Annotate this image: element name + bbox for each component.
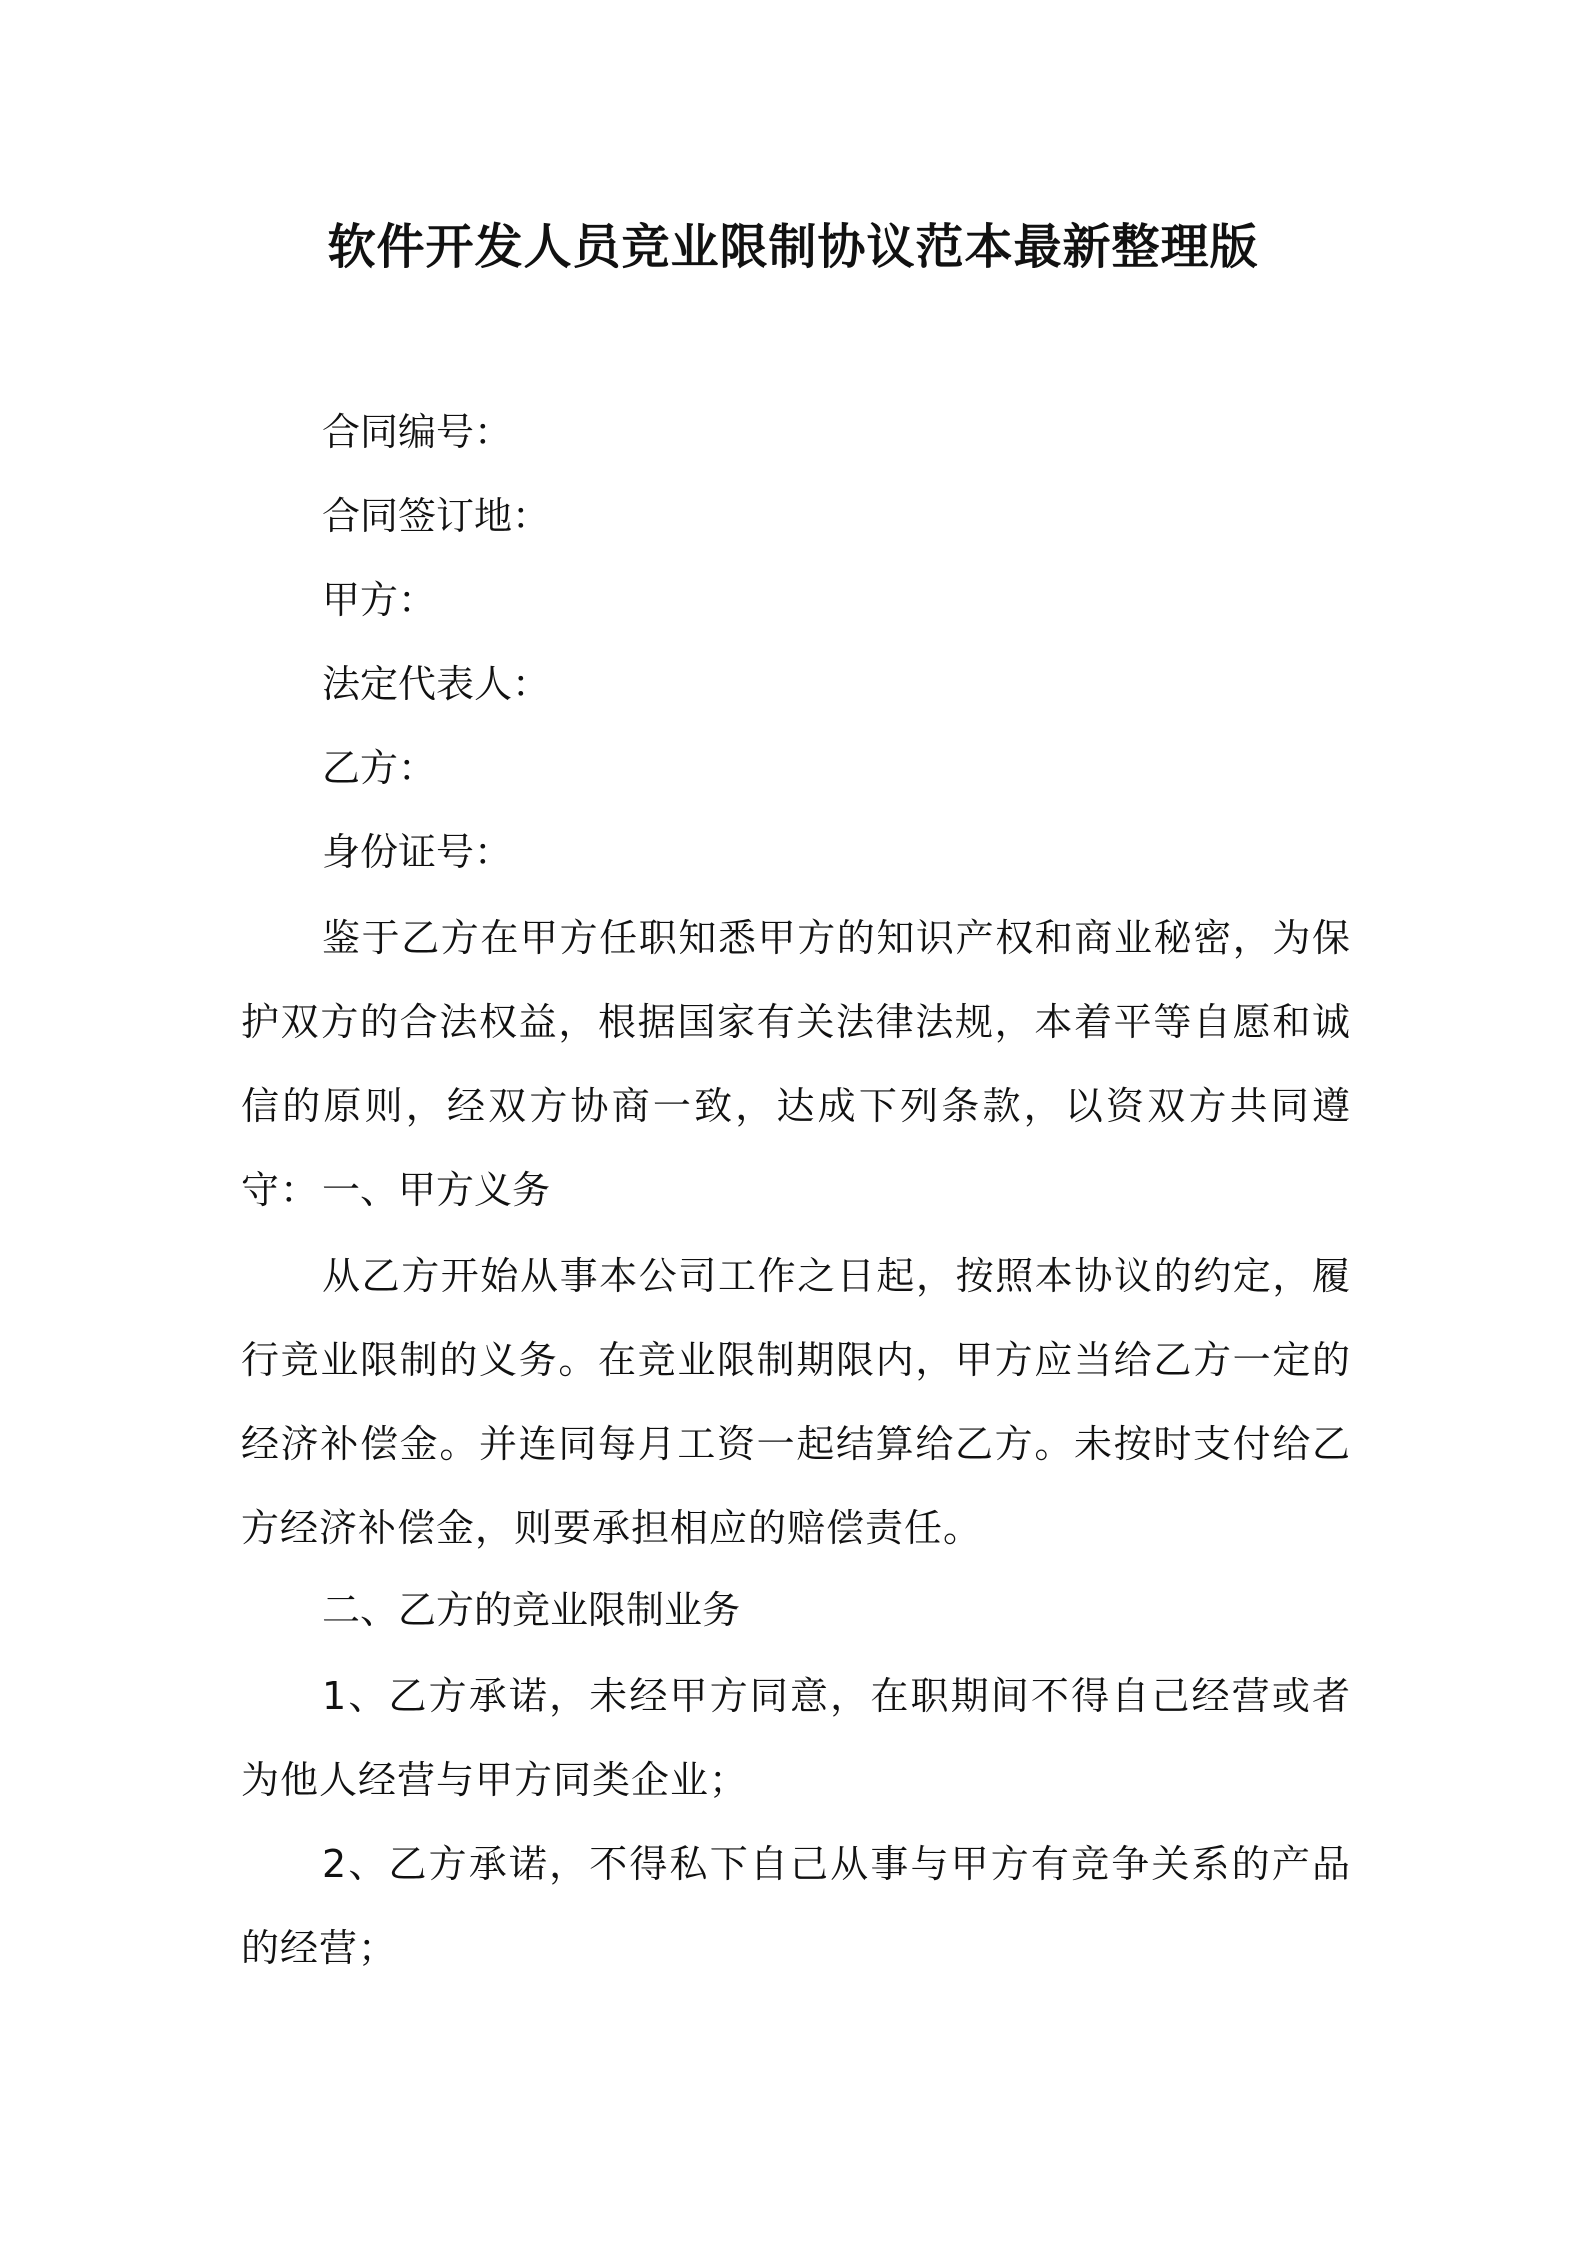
section-1-heading: 一、甲方义务 <box>322 1168 551 1212</box>
section-2-item-2: 2、乙方承诺，不得私下自己从事与甲方有竞争关系的产品的经营； <box>241 1842 1351 1970</box>
signing-place-field: 合同签订地： <box>322 494 551 538</box>
legal-representative-field: 法定代表人： <box>322 662 551 706</box>
party-b-field: 乙方： <box>322 746 437 790</box>
section-1-paragraph: 从乙方开始从事本公司工作之日起，按照本协议的约定，履行竞业限制的义务。在竞业限制期限内，甲方应当给乙方一定的经济补偿金。并连同每月工资一起结算给乙方。未按时支付给乙方经济补偿金，则要承担相应的赔偿责任。 <box>241 1254 1351 1550</box>
section-2-item-1: 1、乙方承诺，未经甲方同意，在职期间不得自己经营或者为他人经营与甲方同类企业； <box>241 1674 1351 1802</box>
id-number-field: 身份证号： <box>322 830 513 874</box>
contract-number-field: 合同编号： <box>322 410 513 454</box>
document-title: 软件开发人员竞业限制协议范本最新整理版 <box>327 219 1259 275</box>
section-2-heading: 二、乙方的竞业限制业务 <box>322 1588 741 1632</box>
party-a-field: 甲方： <box>322 578 437 622</box>
preamble-paragraph: 鉴于乙方在甲方任职知悉甲方的知识产权和商业秘密，为保护双方的合法权益，根据国家有关法律法规，本着平等自愿和诚信的原则，经双方协商一致，达成下列条款，以资双方共同遵守： <box>241 916 1351 1212</box>
